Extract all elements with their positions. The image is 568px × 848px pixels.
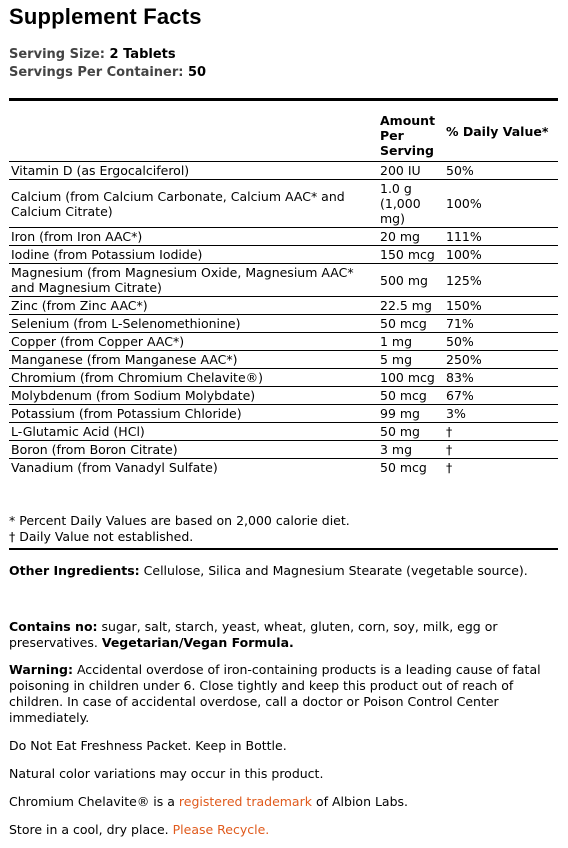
servings-per-container-label: Servings Per Container: xyxy=(9,65,184,80)
trademark-pre: Chromium Chelavite® is a xyxy=(9,794,175,809)
nutrient-daily-value: 71% xyxy=(444,315,558,333)
nutrient-name: Iodine (from Potassium Iodide) xyxy=(9,246,378,264)
warning xyxy=(9,662,558,726)
contains-no-text: sugar, salt, starch, yeast, wheat, gluten, corn, soy, milk, egg or preservatives. xyxy=(9,619,498,650)
nutrient-daily-value: 111% xyxy=(444,228,558,246)
bottom-divider xyxy=(9,548,558,550)
nutrient-name: Boron (from Boron Citrate) xyxy=(9,441,378,459)
nutrient-amount: 22.5 mg xyxy=(378,297,444,315)
trademark-note xyxy=(9,794,558,810)
storage-note xyxy=(9,822,558,838)
nutrient-amount: 50 mg xyxy=(378,423,444,441)
nutrient-amount: 50 mcg xyxy=(378,315,444,333)
nutrient-daily-value: 100% xyxy=(444,180,558,228)
nutrient-daily-value: 3% xyxy=(444,405,558,423)
nutrient-amount: 1 mg xyxy=(378,333,444,351)
warning-label: Warning: xyxy=(9,662,73,677)
table-row xyxy=(9,333,558,351)
table-row xyxy=(9,387,558,405)
table-row xyxy=(9,459,558,477)
table-footnotes xyxy=(9,513,558,545)
header-daily-value: % Daily Value* xyxy=(446,123,549,139)
serving-size xyxy=(9,46,206,64)
header-nutrient xyxy=(9,103,378,162)
nutrient-amount: 1.0 g (1,000 mg) xyxy=(378,180,444,228)
nutrient-name: Vanadium (from Vanadyl Sulfate) xyxy=(9,459,378,477)
store-text: Store in a cool, dry place. xyxy=(9,822,169,837)
table-row xyxy=(9,162,558,180)
nutrient-amount: 200 IU xyxy=(378,162,444,180)
serving-size-label: Serving Size: xyxy=(9,47,106,62)
nutrient-amount: 50 mcg xyxy=(378,459,444,477)
table-row xyxy=(9,369,558,387)
nutrient-name: Magnesium (from Magnesium Oxide, Magnesium AAC* and Magnesium Citrate) xyxy=(9,264,378,297)
servings-per-container xyxy=(9,64,206,82)
nutrient-name: Vitamin D (as Ergocalciferol) xyxy=(9,162,378,180)
other-ingredients-text: Cellulose, Silica and Magnesium Stearate (vegetable source). xyxy=(143,563,528,578)
vegan-formula: Vegetarian/Vegan Formula. xyxy=(101,635,294,650)
table-row xyxy=(9,246,558,264)
nutrient-amount: 50 mcg xyxy=(378,387,444,405)
table-row xyxy=(9,441,558,459)
facts-table-header xyxy=(9,103,558,162)
warning-text: Accidental overdose of iron-containing products is a leading cause of fatal poisoning in children under 6. Close tightly and keep this product out of reach of children. In case of accidental overdose, call a doctor or Poison Control Center immediately. xyxy=(9,662,541,725)
table-row xyxy=(9,264,558,297)
footnote-daily-values: * Percent Daily Values are based on 2,000 calorie diet. xyxy=(9,513,350,528)
nutrient-name: Iron (from Iron AAC*) xyxy=(9,228,378,246)
nutrient-amount: 150 mcg xyxy=(378,246,444,264)
serving-info xyxy=(9,46,206,82)
nutrient-daily-value: † xyxy=(444,441,558,459)
nutrient-daily-value: 67% xyxy=(444,387,558,405)
nutrient-daily-value: 100% xyxy=(444,246,558,264)
facts-table xyxy=(9,103,558,476)
nutrient-amount: 99 mg xyxy=(378,405,444,423)
contains-no xyxy=(9,619,558,651)
nutrient-daily-value: 150% xyxy=(444,297,558,315)
nutrient-name: Calcium (from Calcium Carbonate, Calcium AAC* and Calcium Citrate) xyxy=(9,180,378,228)
table-row xyxy=(9,228,558,246)
page-title: Supplement Facts xyxy=(9,4,202,29)
table-row xyxy=(9,315,558,333)
contains-no-label: Contains no: xyxy=(9,619,98,634)
nutrient-daily-value: 83% xyxy=(444,369,558,387)
footnote-dagger: † Daily Value not established. xyxy=(9,529,194,544)
nutrient-name: Chromium (from Chromium Chelavite®) xyxy=(9,369,378,387)
nutrient-name: Manganese (from Manganese AAC*) xyxy=(9,351,378,369)
nutrient-amount: 20 mg xyxy=(378,228,444,246)
trademark-post: of Albion Labs. xyxy=(315,794,409,809)
serving-size-value: 2 Tablets xyxy=(109,47,176,62)
nutrient-amount: 3 mg xyxy=(378,441,444,459)
nutrient-name: Selenium (from L-Selenomethionine) xyxy=(9,315,378,333)
nutrient-daily-value: † xyxy=(444,459,558,477)
nutrient-name: Zinc (from Zinc AAC*) xyxy=(9,297,378,315)
table-row xyxy=(9,405,558,423)
nutrient-daily-value: 50% xyxy=(444,333,558,351)
header-amount: Amount Per Serving xyxy=(380,113,436,158)
other-ingredients-label: Other Ingredients: xyxy=(9,563,140,578)
table-row xyxy=(9,351,558,369)
freshness-note: Do Not Eat Freshness Packet. Keep in Bottle. xyxy=(9,738,287,753)
nutrient-name: Molybdenum (from Sodium Molybdate) xyxy=(9,387,378,405)
top-divider xyxy=(9,98,558,101)
table-row xyxy=(9,297,558,315)
nutrient-amount: 100 mcg xyxy=(378,369,444,387)
nutrient-daily-value: † xyxy=(444,423,558,441)
nutrient-daily-value: 250% xyxy=(444,351,558,369)
nutrient-amount: 500 mg xyxy=(378,264,444,297)
nutrient-name: Copper (from Copper AAC*) xyxy=(9,333,378,351)
nutrient-name: L-Glutamic Acid (HCl) xyxy=(9,423,378,441)
nutrient-daily-value: 50% xyxy=(444,162,558,180)
nutrient-daily-value: 125% xyxy=(444,264,558,297)
color-note: Natural color variations may occur in this product. xyxy=(9,766,324,781)
please-recycle-link[interactable]: Please Recycle. xyxy=(172,822,270,837)
nutrient-amount: 5 mg xyxy=(378,351,444,369)
registered-trademark-link[interactable]: registered trademark xyxy=(178,794,312,809)
table-row xyxy=(9,423,558,441)
nutrient-name: Potassium (from Potassium Chloride) xyxy=(9,405,378,423)
table-row xyxy=(9,180,558,228)
servings-per-container-value: 50 xyxy=(188,65,207,80)
other-ingredients xyxy=(9,563,558,579)
